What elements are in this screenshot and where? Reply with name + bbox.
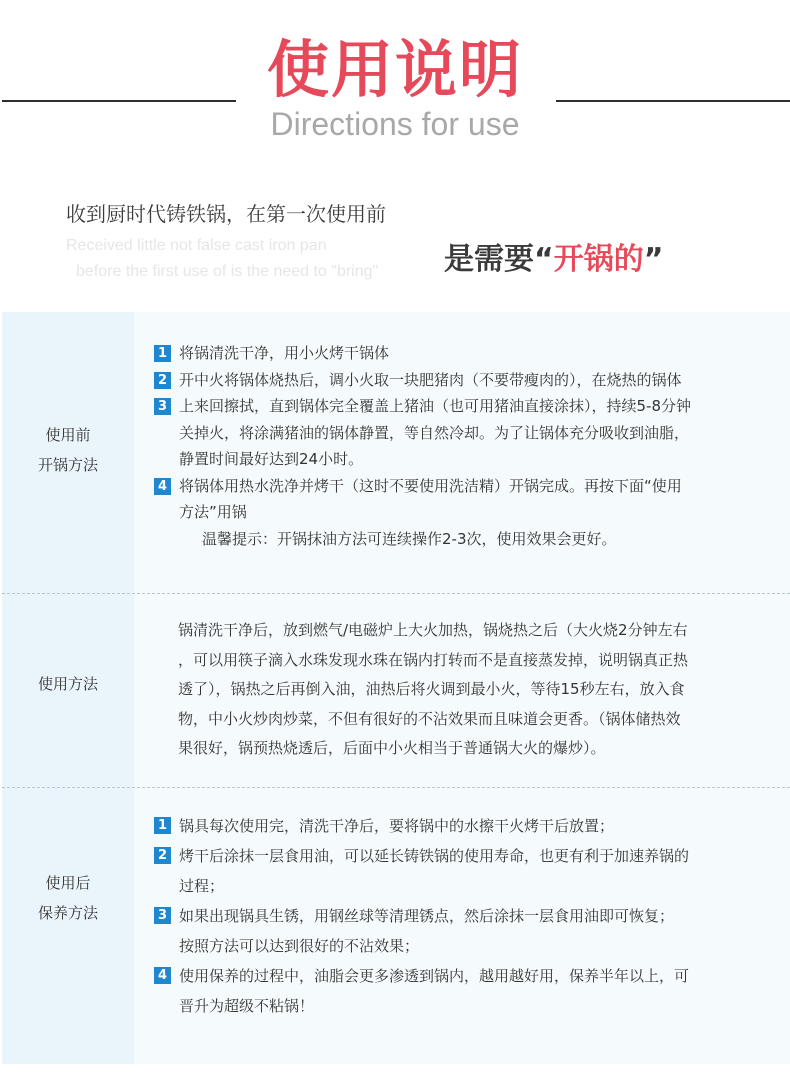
- number-badge: 4: [154, 478, 171, 495]
- section-label-line: 开锅方法: [37, 456, 98, 474]
- intro-english-line-2: before the first use of is the need to "bring": [76, 263, 379, 280]
- item-text: 使用保养的过程中，油脂会更多渗透到锅内，越用越好用，保养半年以上，可: [179, 967, 690, 985]
- section-label-maintenance: [2, 868, 134, 928]
- item-text: 关掉火，将涂满猪油的锅体静置，等自然冷却。为了让锅体充分吸收到油脂，: [179, 423, 690, 442]
- number-badge: 3: [154, 907, 171, 924]
- intro-emphasis-red: 开锅的: [553, 242, 644, 277]
- section-content-maintenance: [154, 811, 774, 1021]
- item-text: 锅具每次使用完，清洗干净后，要将锅中的水擦干火烤干后放置；: [179, 817, 615, 835]
- page-title: 使用说明: [266, 33, 523, 106]
- number-badge: 1: [154, 817, 171, 834]
- item-text: 开中火将锅体烧热后，调小火取一块肥猪肉（不要带瘦肉的），在烧热的锅体: [179, 370, 682, 389]
- intro-english-line-1: Received little not false cast iron pan: [66, 237, 327, 254]
- item-text: 晋升为超级不粘锅！: [179, 997, 315, 1015]
- section-content-usage: [154, 616, 774, 764]
- section-divider: [2, 787, 790, 788]
- list-item: [154, 473, 774, 526]
- list-item: [154, 841, 774, 901]
- section-label-line: 使用前: [45, 426, 91, 444]
- instructions-table: [2, 312, 790, 1064]
- list-item: [154, 340, 774, 367]
- item-text: 过程；: [179, 877, 225, 895]
- number-badge: 1: [154, 345, 171, 362]
- intro-text: 收到厨时代铸铁锅，在第一次使用前: [66, 202, 386, 226]
- number-badge: 4: [154, 967, 171, 984]
- section-label-usage: [2, 669, 134, 699]
- list-item: [154, 393, 774, 473]
- close-quote: ”: [643, 242, 664, 277]
- item-text: 上来回擦拭，直到锅体完全覆盖上猪油（也可用猪油直接涂抹），持续5-8分钟: [179, 397, 692, 415]
- list-item: [154, 367, 774, 394]
- section-divider: [2, 593, 790, 594]
- section-label-line: 使用方法: [37, 675, 98, 693]
- section-label-line: 保养方法: [37, 904, 98, 922]
- section-label-before-use: [2, 420, 134, 480]
- item-text: 静置时间最好达到24小时。: [179, 450, 364, 468]
- tip-text: 温馨提示：开锅抹油方法可连续操作2-3次，使用效果会更好。: [202, 529, 617, 548]
- open-quote: “: [534, 242, 554, 277]
- intro-emphasis: [444, 240, 663, 280]
- paragraph-line: 锅清洗干净后，放到燃气/电磁炉上大火加热，锅烧热之后（大火烧2分钟左右: [178, 621, 688, 639]
- list-item: [154, 961, 774, 1021]
- item-text: 将锅体用热水洗净并烤干（这时不要使用洗洁精）开锅完成。再按下面“使用: [179, 476, 682, 495]
- item-text: 烤干后涂抹一层食用油，可以延长铸铁锅的使用寿命，也更有利于加速养锅的: [179, 847, 690, 865]
- page-subtitle: Directions for use: [270, 106, 520, 142]
- intro-emphasis-prefix: 是需要: [444, 242, 534, 277]
- item-text: 按照方法可以达到很好的不沾效果；: [179, 937, 420, 955]
- item-text: 将锅清洗干净，用小火烤干锅体: [179, 344, 390, 362]
- number-badge: 2: [154, 847, 171, 864]
- list-item: [154, 901, 774, 961]
- number-badge: 3: [154, 398, 171, 415]
- section-label-line: 使用后: [45, 874, 91, 892]
- number-badge: 2: [154, 372, 171, 389]
- section-content-before-use: [154, 340, 774, 552]
- paragraph-line: ，可以用筷子滴入水珠发现水珠在锅内打转而不是直接蒸发掉，说明锅真正热: [178, 650, 689, 669]
- paragraph-line: 物，中小火炒肉炒菜，不但有很好的不沾效果而且味道会更香。（锅体储热效: [178, 709, 681, 728]
- item-text: 方法”用锅: [179, 503, 247, 521]
- list-item: [154, 811, 774, 841]
- paragraph-line: 透了），锅热之后再倒入油，油热后将火调到最小火，等待15秒左右，放入食: [178, 680, 685, 698]
- item-text: 如果出现锅具生锈，用钢丝球等清理锈点，然后涂抹一层食用油即可恢复；: [179, 907, 675, 925]
- paragraph-line: 果很好，锅预热烧透后，后面中小火相当于普通锅大火的爆炒）。: [178, 739, 606, 757]
